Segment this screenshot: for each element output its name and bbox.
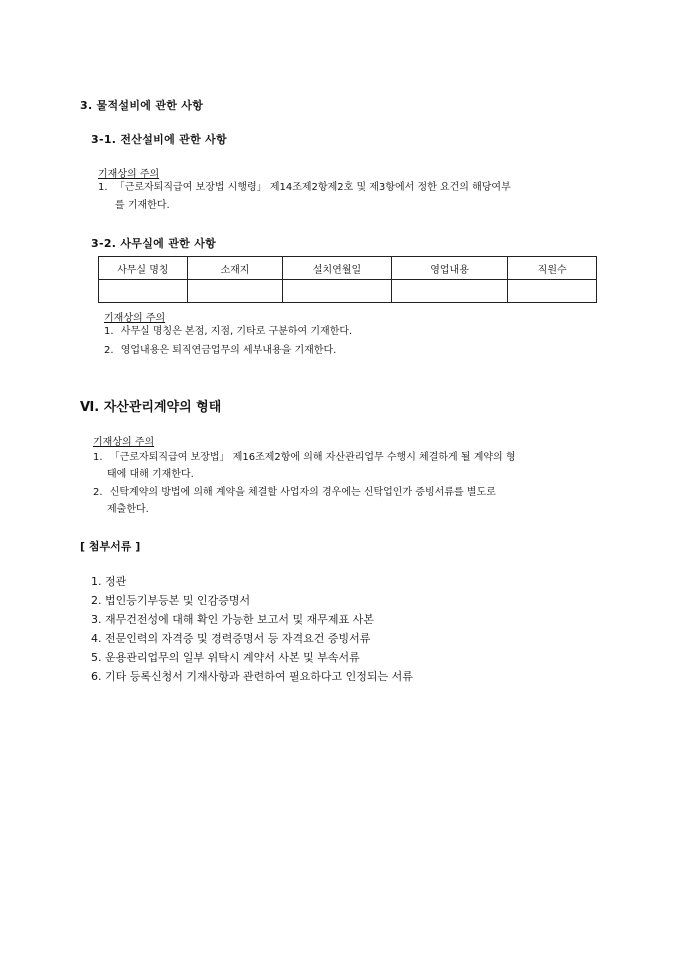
item-text: 「근로자퇴직급여 보장법」 제16조제2항에 의해 자산관리업무 수행시 체결하게 될 계약의 형: [109, 452, 516, 463]
table-header-row: [99, 257, 597, 280]
section6-title: Ⅵ. 자산관리계약의 형태: [80, 400, 222, 415]
col-established: 설치연월일: [283, 257, 392, 280]
col-staff: 직원수: [508, 257, 597, 280]
list-item: [104, 324, 352, 340]
list-item: [93, 485, 496, 501]
attachment-item: 4. 전문인력의 자격증 및 경력증명서 등 자격요건 증빙서류: [91, 632, 371, 645]
attachment-item: 2. 법인등기부등본 및 인감증명서: [91, 594, 251, 607]
office-table: [98, 256, 597, 303]
item-number: 1.: [98, 182, 108, 193]
item-text: 「근로자퇴직급여 보장법 시행령」 제14조제2항제2호 및 제3항에서 정한 요건의 해당여부: [114, 182, 511, 193]
item-number: 1.: [93, 452, 103, 463]
section3-title: 3. 물적설비에 관한 사항: [80, 99, 204, 112]
item-text: 신탁계약의 방법에 의해 계약을 체결할 사업자의 경우에는 신탁업인가 증빙서류를 별도로: [109, 487, 496, 498]
col-business: 영업내용: [391, 257, 508, 280]
item-number: 2.: [93, 487, 103, 498]
table-cell[interactable]: [283, 280, 392, 303]
attachment-item: 1. 정관: [91, 575, 127, 588]
item-number: 2.: [104, 345, 114, 356]
list-item: [93, 450, 516, 466]
attachment-item: 3. 재무건전성에 대해 확인 가능한 보고서 및 재무제표 사본: [91, 613, 374, 626]
attachment-item: 6. 기타 등록신청서 기재사항과 관련하여 필요하다고 인정되는 서류: [91, 670, 413, 683]
section3-1-title: 3-1. 전산설비에 관한 사항: [91, 133, 227, 146]
note-title: 기재상의 주의: [93, 437, 155, 448]
note-title: 기재상의 주의: [104, 313, 166, 324]
item-text-continued: 를 기재한다.: [115, 200, 170, 211]
attachment-item: 5. 운용관리업무의 일부 위탁시 계약서 사본 및 부속서류: [91, 651, 360, 664]
table-cell[interactable]: [99, 280, 188, 303]
list-item: [104, 343, 336, 359]
note-title: 기재상의 주의: [98, 169, 160, 180]
item-text: 사무실 명칭은 본점, 지점, 기타로 구분하여 기재한다.: [120, 326, 353, 337]
table-row: [99, 280, 597, 303]
table-cell[interactable]: [391, 280, 508, 303]
list-item: [98, 180, 511, 196]
section3-2-title: 3-2. 사무실에 관한 사항: [91, 237, 217, 250]
item-text: 영업내용은 퇴직연금업무의 세부내용을 기재한다.: [120, 345, 337, 356]
col-location: 소재지: [187, 257, 283, 280]
item-text-continued: 제출한다.: [107, 504, 149, 515]
table-cell[interactable]: [187, 280, 283, 303]
item-number: 1.: [104, 326, 114, 337]
item-text-continued: 태에 대해 기재한다.: [107, 469, 194, 480]
table-cell[interactable]: [508, 280, 597, 303]
col-office-name: 사무실 명칭: [99, 257, 188, 280]
attachments-title: [ 첨부서류 ]: [80, 540, 141, 553]
